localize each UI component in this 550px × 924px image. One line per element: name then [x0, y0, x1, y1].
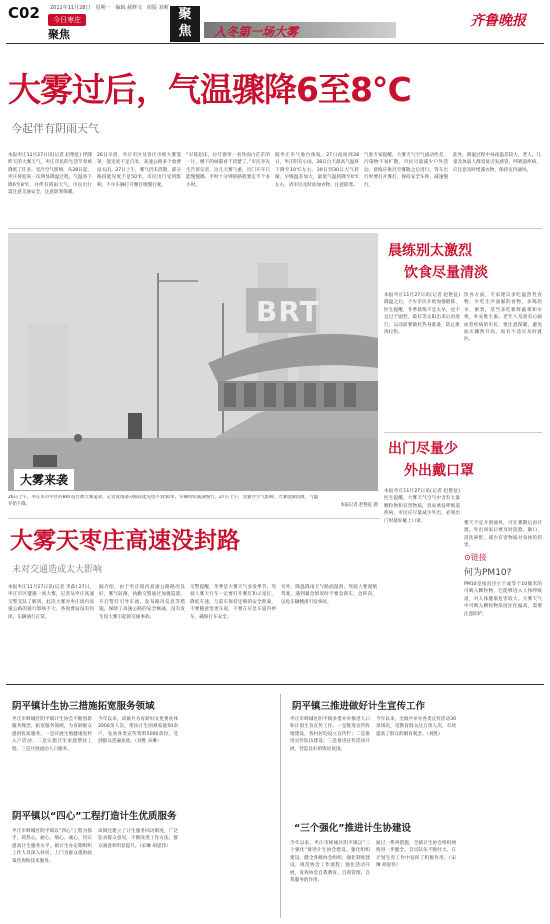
date-line: 2011年11月28日 星期一 编辑 郝修文 组版 刘莉: [50, 5, 169, 11]
lead-paragraph: 26日早晨，枣庄市区及各区市被大雾笼罩，能见度不足百米，高速公路多个收费站关闭。27日上午，雾气仍未消散，部分路段能见度不足50米，市民出行受到影响，不少车辆打开雾灯缓慢行驶。: [97, 153, 181, 188]
link-box: [464, 552, 542, 670]
bus-stop-sign: BRT: [256, 295, 320, 328]
masthead: 齐鲁晚报: [470, 13, 526, 29]
side1-title-1: 晨练别太激烈: [388, 243, 472, 259]
link-label-text: 链接: [470, 553, 487, 562]
lead-subhead: 今起伴有阴雨天气: [11, 122, 99, 135]
photo-caption: 26日上午，枣庄市市中区的BRT站台被大雾笼罩，记者发现部分路段能见度不到50米，车辆纷纷减速慢行。27日上午，受强冷空气影响，大雾逐渐消散，气温开始下降。: [8, 495, 318, 507]
second-paragraph: 据介绍，由于枣庄境内高速公路路况良好，雾气较薄，执勤交警通过加强巡逻、开启警灯引导车流、发布路况信息等措施，保障了高速公路的安全畅通，没有发生因大雾引起的交通事故。: [99, 585, 185, 620]
stamp-top: 聚: [178, 7, 192, 22]
banner-text: 入冬第一场大雾: [214, 25, 299, 39]
lead-paragraph: 据枣庄市气象台预报，27日夜间到28日，枣庄阴有小雨，28日白天最高气温将下降至10℃左右。29日到30日天气转晴，早晚温差加大，最低气温将降至0℃左右，请市民及时添加衣物，注意防寒。: [275, 153, 359, 188]
bottom-left-2-paragraph: 该镇还建立了计生服务回访制度，广泛征求群众意见，不断改进工作方法，群众满意率明显提升。（宋琳 胡思伟）: [98, 829, 178, 849]
page-header: [0, 0, 550, 44]
lead-paragraph: 气象专家提醒，大雾天气空气流动性差，污染物不易扩散，市民尽量减少户外活动，晨练应推迟至雾散之后进行。驾车出行时要打开雾灯，保持安全车距，减速慢行。: [364, 153, 448, 188]
link-icon: ⊙: [464, 553, 471, 562]
photo-credit: 本报记者 赵艳征 摄: [340, 503, 378, 508]
fog-photo: [8, 233, 378, 491]
section-name: 聚焦: [48, 28, 70, 41]
side2-title-1: 出门尽量少: [388, 441, 458, 457]
bottom-right-1-title: 阴平镇三推进做好计生宣传工作: [292, 701, 426, 712]
bottom-right-1-paragraph: 今年以来，全镇共举办各类宣传活动30余场次，受教育群众达万余人次，有效提高了群众的婚育观念。（刘胜）: [376, 717, 456, 737]
side2-paragraph: 雾天不宜开窗通风，可在雾散后再开窗。外出回家后要及时洗脸、漱口，清洗鼻腔，减少有害物质对身体的伤害。: [464, 521, 542, 549]
second-subhead: 未对交通造成太大影响: [12, 565, 103, 575]
second-headline: 大雾天枣庄高速没封路: [10, 528, 240, 554]
banner: [204, 22, 396, 38]
bottom-left-1-paragraph: 枣庄市峄城区阴平镇计生协会不断创新服务理念，拓宽服务领域，为育龄群众提供优质服务。一是开展生殖健康进村入户活动；二是实施计生家庭帮扶工程；三是开展流动人口服务。: [12, 717, 92, 752]
link-text: PM10是指直径小于或等于10微米的可吸入颗粒物，它能够进入人体呼吸道，对人体健康危害较大。大雾天气中可吸入颗粒物浓度往往偏高，需要注意防护。: [464, 582, 542, 617]
section-stamp: [170, 6, 200, 42]
side2-paragraph: 本报枣庄11月27日讯(记者 赵艳征) 医生提醒，大雾天气空气中含有大量颗粒物和有害物质，容易诱发呼吸道疾病，市民应尽量减少外出，必须出门时最好戴上口罩。: [384, 489, 460, 524]
bottom-left-1-paragraph: 今年以来，该镇共为育龄妇女免费查体2000余人次，帮扶计生困难家庭50余户，发放各类宣传资料5000余份，受到群众普遍欢迎。（刘胜 宋琳）: [98, 717, 178, 745]
page-code: C02: [8, 4, 40, 22]
second-paragraph: 另外，降温降雨天气路面湿滑，驾驶人要谨慎驾驶，遇到紧急情况时不要急刹车、急转向，以免车辆侧滑引发事故。: [281, 585, 377, 605]
photo-scene: [8, 233, 378, 491]
side2-title-2: 外出戴口罩: [404, 463, 474, 479]
bottom-left-2-paragraph: 枣庄市峄城区阴平镇以“四心”工程为抓手，即热心、耐心、细心、诚心，切实提高计生服务水平。镇计生办定期组织工作人员深入村居，上门为群众提供政策咨询和技术服务。: [12, 829, 92, 864]
side1-paragraph: 本报枣庄11月27日讯(记者 赵艳征) 降温之后，不少市民开始加强锻炼，医生提醒，冬季晨练不宜太早，也不宜过于剧烈，最好等太阳出来后再进行，运动前要做好热身准备，防止肌肉拉伤。: [384, 293, 460, 336]
photo-caption-block: [8, 495, 378, 509]
lead-headline: 大雾过后，气温骤降6至8℃: [8, 70, 411, 109]
bottom-left-1-title: 阴平镇计生协三措施拓宽服务领域: [12, 701, 155, 712]
link-label: [464, 552, 542, 563]
stamp-bottom: 焦: [178, 24, 192, 39]
side1-title-2: 饮食尽量清淡: [404, 265, 488, 281]
section-tag: 今日枣庄: [48, 14, 86, 26]
link-title: 何为PM10?: [464, 568, 512, 578]
lead-paragraph: 此外，降温过程中昼夜温差较大，老人、儿童及体弱人群容易引发感冒、呼吸道疾病，应注意及时增减衣物，保持室内通风。: [453, 153, 541, 173]
lead-paragraph: 本报枣庄11月27日讯(记者 赵艳征) 伴随昨天的大雾天气，枣庄市民的生活节奏被降低了许多。受冷空气影响，从28日起，枣庄将迎来一次明显降温过程，气温将下降6至8℃，并伴有阴雨天气。市民出行需注意交通安全，注意防寒保暖。: [8, 153, 92, 196]
bottom-left-2-title: 阴平镇以“四心”工程打造计生优质服务: [12, 811, 177, 822]
lead-paragraph: “早晨起床，拉开窗帘一看外面白茫茫的一片，楼下的树都看不清楚了。”市民李先生告诉记者，这几天雾气重，出门开车只能慢慢挪，平时十分钟的路程要走半个多小时。: [186, 153, 270, 188]
bottom-right-1-paragraph: 枣庄市峄城区阴平镇多措并举推进人口和计划生育宣传工作。一是推进宣传阵地建设，各村居均设立宣传栏；二是推进宣传队伍建设；三是推进宣传活动开展，营造良好的舆论氛围。: [290, 717, 370, 752]
bottom-right-2-paragraph: 今年以来，枣庄市峄城区阴平镇以“三个强化”推进计生协会建设。强化组织建设，健全各级协会组织；强化制度建设，规范协会工作流程；强化活动开展，发挥协会自我教育、自我管理、自我服务的作用。: [290, 841, 370, 884]
bottom-right-2-title: “三个强化”推进计生协建设: [294, 823, 411, 834]
bottom-right-2-paragraph: 通过一系列措施，全镇计生协会组织网络进一步健全，会员队伍不断壮大，在计划生育工作中发挥了积极作用。（宋琳 胡思伟）: [376, 841, 456, 869]
second-paragraph: 本报枣庄11月27日讯(记者 李淼) 27日，枣庄市区遭遇一场大雾，记者从枣庄高速交警支队了解到，此次大雾对枣庄境内高速公路的通行影响不大，各收费站没有封闭，车辆通行正常。: [8, 585, 94, 620]
photo-label: 大雾来袭: [14, 469, 74, 490]
side1-paragraph: 饮食方面，专家建议多吃温热性食物，少吃生冷油腻的食物，多喝热水、粥类，适当多吃新鲜蔬菜和水果，补充维生素。老年人及患有心脑血管疾病的市民，要注意保暖，避免血压骤然升高，如有不适应及时就医。: [464, 293, 542, 343]
second-paragraph: 交警提醒，冬季是大雾天气多发季节，驾驶人雾天行车一定要打开雾灯和示宽灯，降低车速，与前车保持足够的安全距离，不要随意变更车道，不要在应急车道内停车，确保行车安全。: [190, 585, 276, 620]
